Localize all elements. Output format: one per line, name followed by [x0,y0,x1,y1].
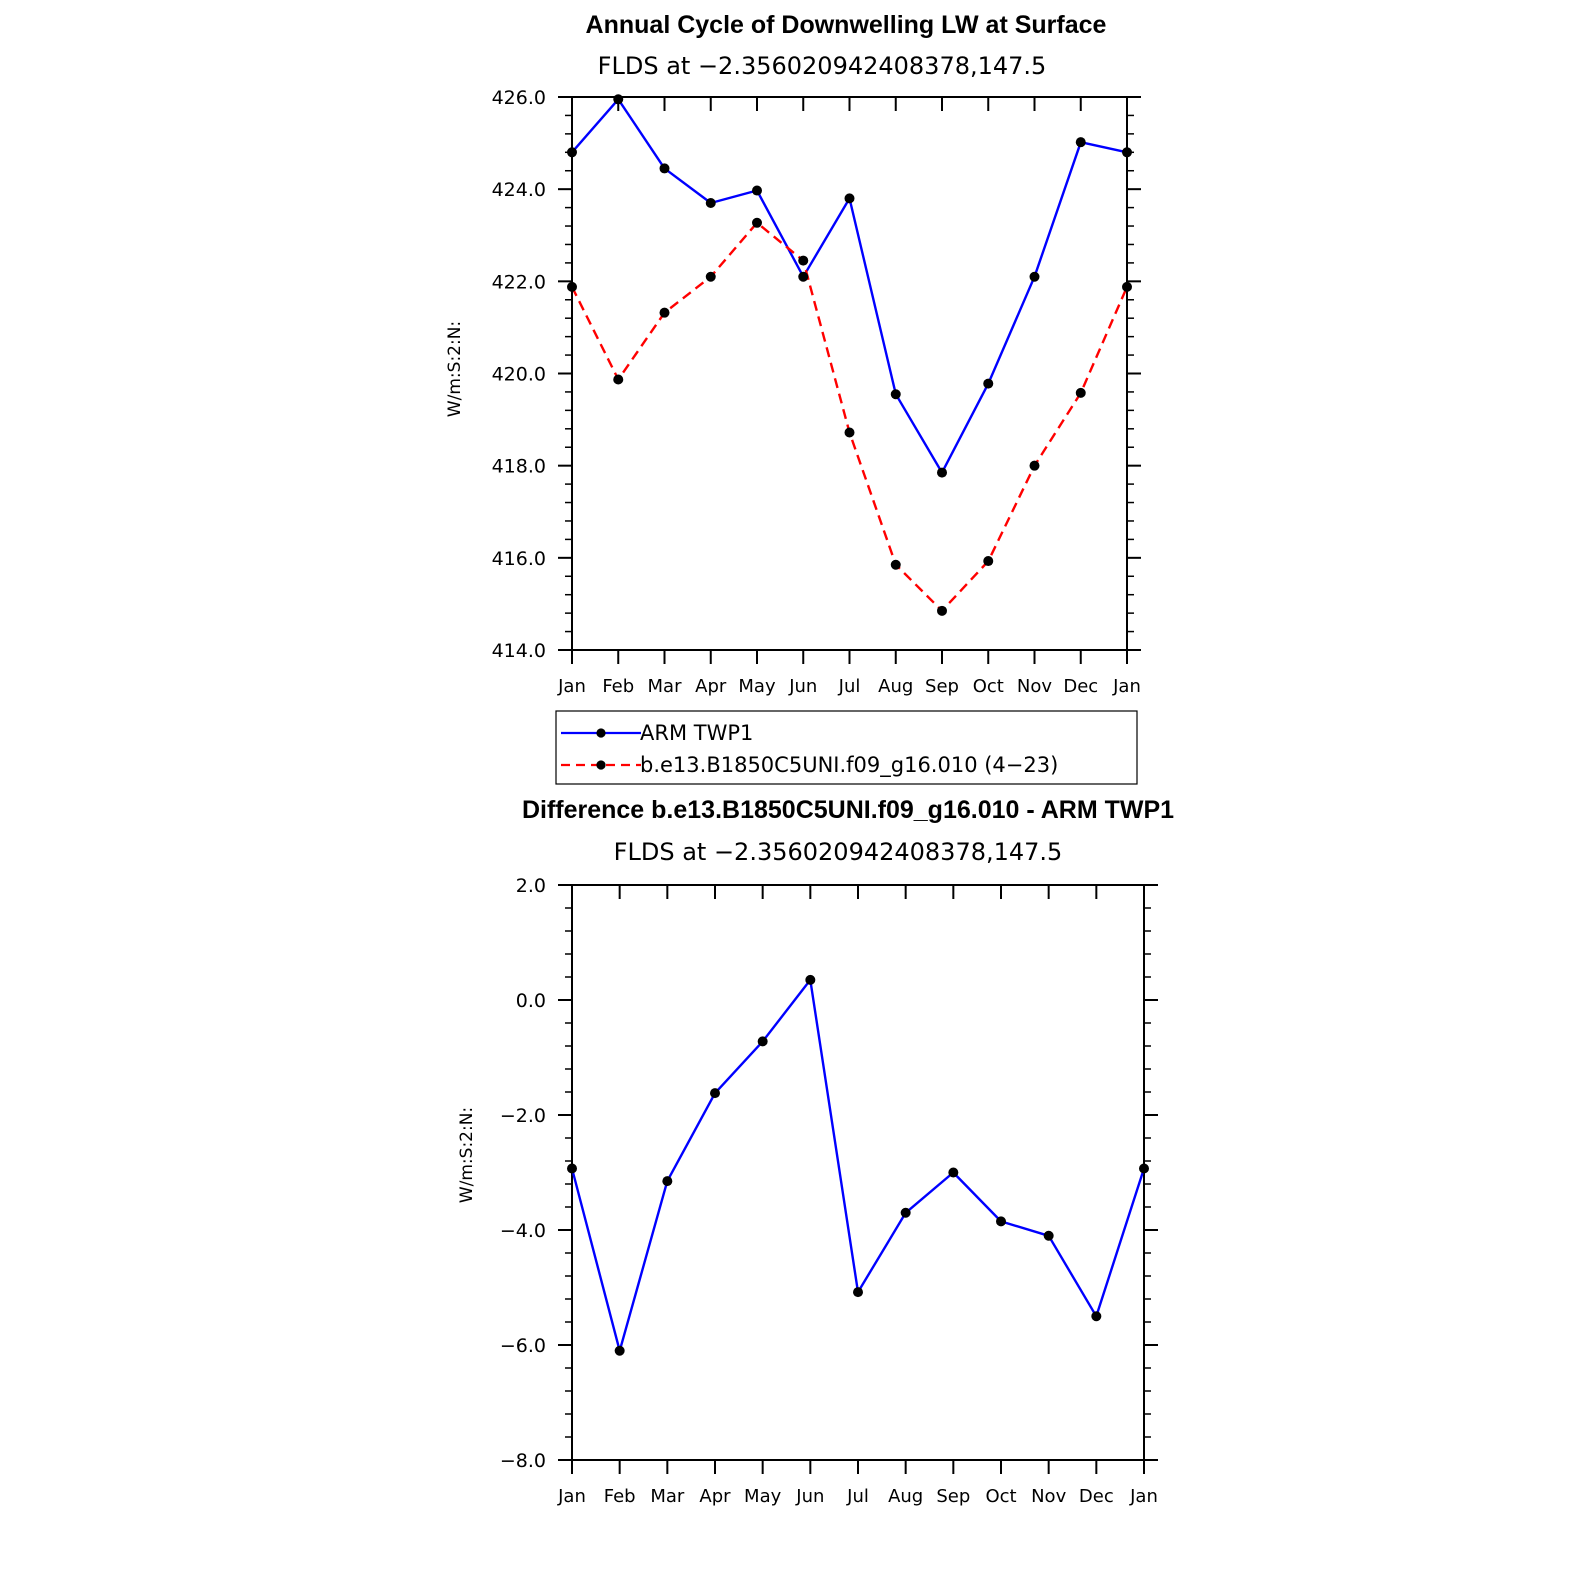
x-tick-label: Dec [1078,1486,1114,1507]
data-point-series-0 [660,163,670,173]
x-tick-label: Oct [985,1486,1017,1507]
data-point-series-0 [1044,1231,1054,1241]
data-point-series-0 [1139,1163,1149,1173]
x-tick-label: Aug [888,1486,924,1507]
y-tick-label: 424.0 [491,179,546,202]
plot-frame [572,97,1127,650]
data-point-series-0 [1122,147,1132,157]
y-tick-label: −8.0 [499,1450,546,1472]
data-point-series-1 [1030,461,1040,471]
data-point-series-0 [937,468,947,478]
data-point-series-1 [660,308,670,318]
chart-subtitle: FLDS at −2.356020942408378,147.5 [613,838,1063,866]
y-tick-label: 426.0 [491,87,546,109]
data-point-series-0 [613,94,623,104]
y-axis-label: W/m:S:2:N: [457,1106,477,1204]
x-tick-label: Jan [1130,1486,1158,1507]
axes [572,885,1144,1460]
y-tick-label: 422.0 [491,271,546,294]
x-tick-label: Feb [602,676,635,697]
data-point-series-0 [615,1346,625,1356]
y-tick-label: 420.0 [491,363,546,386]
series-line-1 [572,223,1127,611]
data-point-series-0 [706,198,716,208]
data-point-series-0 [567,1163,577,1173]
legend-marker-model [596,760,605,769]
data-point-series-0 [1076,137,1086,147]
data-point-series-1 [891,560,901,570]
x-tick-label: Apr [695,676,727,697]
chart-subtitle: FLDS at −2.356020942408378,147.5 [597,52,1047,80]
y-tick-label: 2.0 [515,875,546,897]
y-tick-label: 0.0 [515,990,546,1012]
x-tick-label: Jan [558,1486,586,1507]
y-tick-label: −4.0 [499,1220,546,1242]
x-tick-label: Mar [650,1486,685,1507]
data-point-series-1 [706,272,716,282]
x-tick-label: Dec [1063,676,1099,697]
x-tick-label: Nov [1016,676,1053,697]
data-point-series-0 [901,1208,911,1218]
data-point-series-0 [752,186,762,196]
chart-title: Difference b.e13.B1850C5UNI.f09_g16.010 - ARM TWP1 [521,796,1175,824]
data-point-series-1 [798,256,808,266]
data-point-series-1 [567,282,577,292]
y-tick-label: 418.0 [491,455,546,478]
x-tick-label: Oct [972,676,1004,697]
data-point-series-0 [983,379,993,389]
y-axis-label: W/m:S:2:N: [445,320,465,418]
annual-cycle-panel [445,11,1141,697]
data-point-series-1 [1122,282,1132,292]
series-line-0 [572,99,1127,472]
data-point-series-0 [567,147,577,157]
x-tick-label: Jun [796,1486,825,1507]
data-point-series-0 [1091,1311,1101,1321]
data-point-series-1 [752,218,762,228]
data-point-series-0 [758,1036,768,1046]
data-point-series-1 [613,374,623,384]
data-point-series-0 [996,1216,1006,1226]
data-point-series-0 [710,1088,720,1098]
x-tick-label: Feb [603,1486,636,1507]
x-tick-label: Apr [699,1486,731,1507]
x-tick-label: Nov [1031,1486,1067,1507]
axis-ticks [492,87,1141,697]
data-point-series-0 [891,389,901,399]
series-group [567,94,1132,616]
data-point-series-1 [845,427,855,437]
legend-label-model: b.e13.B1850C5UNI.f09_g16.010 (4−23) [640,753,1059,777]
x-tick-label: May [744,1486,782,1507]
legend [556,711,1137,784]
chart-title: Annual Cycle of Downwelling LW at Surface [585,11,1107,39]
difference-panel [457,796,1174,1507]
plot-frame [572,885,1144,1460]
x-tick-label: Jul [838,676,861,697]
x-tick-label: Sep [925,676,959,697]
legend-label-arm: ARM TWP1 [640,721,754,745]
axis-ticks [500,875,1158,1507]
data-point-series-0 [948,1168,958,1178]
axes [572,97,1127,650]
data-point-series-0 [662,1176,672,1186]
x-tick-label: Mar [647,676,682,697]
data-point-series-1 [983,556,993,566]
x-tick-label: Jan [558,676,586,697]
x-tick-label: Sep [936,1486,971,1507]
data-point-series-0 [853,1287,863,1297]
x-tick-label: Jul [847,1486,869,1507]
x-tick-label: Aug [878,676,914,697]
data-point-series-0 [798,272,808,282]
y-tick-label: −2.0 [499,1105,546,1127]
data-point-series-0 [1030,272,1040,282]
data-point-series-0 [845,193,855,203]
y-tick-label: −6.0 [499,1335,546,1357]
x-tick-label: Jun [789,676,818,697]
data-point-series-1 [937,606,947,616]
data-point-series-0 [805,975,815,985]
series-group [567,975,1149,1356]
legend-marker-arm [596,728,605,737]
x-tick-label: Jan [1113,676,1141,697]
y-tick-label: 416.0 [491,547,546,570]
x-tick-label: May [738,676,776,697]
y-tick-label: 414.0 [491,640,546,662]
data-point-series-1 [1076,388,1086,398]
